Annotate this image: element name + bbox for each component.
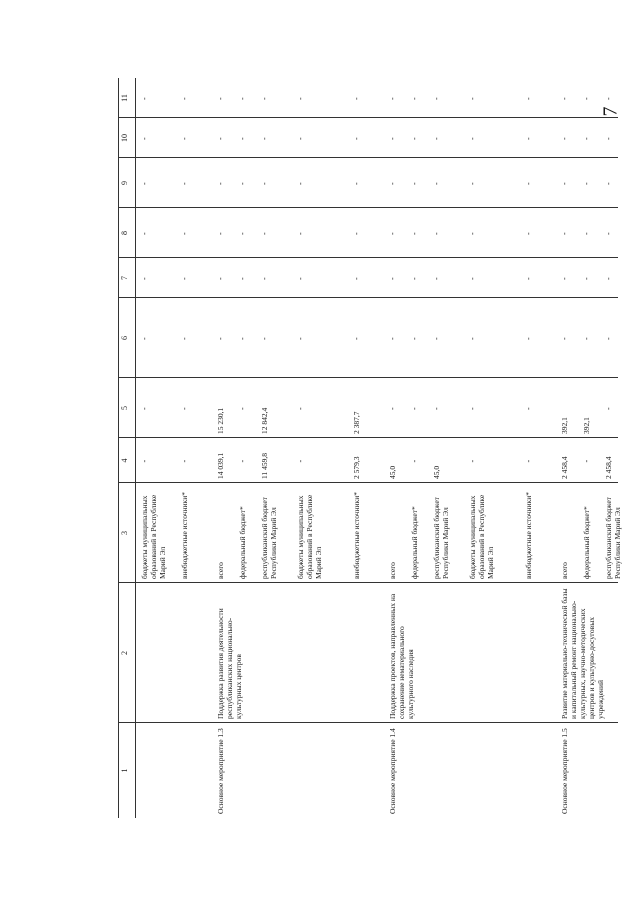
funding-source: внебюджетные источники* [524, 492, 533, 579]
value-cell: - [216, 277, 225, 280]
value-cell: 2 458,4 [604, 456, 613, 479]
header-column-number: 10 [120, 134, 129, 142]
value-cell: - [140, 337, 149, 340]
value-cell: - [560, 277, 569, 280]
funding-source: всего [388, 562, 397, 579]
column-divider [118, 257, 618, 258]
value-cell: - [410, 459, 419, 463]
value-cell: - [238, 337, 247, 340]
value-cell: - [582, 137, 591, 140]
value-cell: - [352, 232, 361, 235]
value-cell: - [296, 277, 305, 280]
value-cell: - [296, 97, 305, 100]
value-cell: - [432, 337, 441, 340]
value-cell: - [432, 407, 441, 410]
value-cell: - [468, 182, 477, 185]
header-column-number: 8 [120, 231, 129, 235]
value-cell: 2 579,3 [352, 456, 361, 479]
funding-source: бюджеты муниципальных образований в Республике Марий Эл [140, 494, 167, 579]
value-cell: - [468, 232, 477, 235]
value-cell: 14 039,1 [216, 452, 225, 479]
value-cell: - [582, 182, 591, 185]
column-divider [118, 297, 618, 298]
page-number: 7 [599, 106, 622, 117]
funding-source: федеральный бюджет* [582, 506, 591, 579]
value-cell: - [604, 337, 613, 340]
funding-source: всего [216, 562, 225, 579]
event-name: Основное мероприятие 1.4 [388, 728, 397, 814]
value-cell: - [524, 97, 533, 100]
value-cell: - [604, 407, 613, 410]
value-cell: - [524, 407, 533, 410]
value-cell: - [468, 277, 477, 280]
value-cell: - [238, 97, 247, 100]
value-cell: - [238, 232, 247, 235]
value-cell: 15 230,1 [216, 407, 225, 434]
column-divider [118, 117, 618, 118]
value-cell: - [352, 97, 361, 100]
value-cell: - [216, 97, 225, 100]
value-cell: - [468, 337, 477, 340]
value-cell: - [582, 459, 591, 463]
event-name: Основное мероприятие 1.5 [560, 728, 569, 814]
value-cell: - [296, 407, 305, 410]
header-column-number: 2 [120, 651, 129, 655]
value-cell: - [140, 407, 149, 410]
value-cell: - [216, 182, 225, 185]
value-cell: - [140, 97, 149, 100]
header-column-number: 4 [120, 458, 129, 463]
value-cell: - [410, 407, 419, 410]
value-cell: - [410, 182, 419, 185]
value-cell: - [388, 407, 397, 410]
funding-source: федеральный бюджет* [410, 506, 419, 579]
value-cell: - [216, 337, 225, 340]
event-description: Развитие материально-технической базы и капитальный ремонт национально-культурных, научно-методических центров и культурно-досуговых учреждений [560, 588, 605, 719]
value-cell: 12 842,4 [260, 407, 269, 434]
value-cell: - [296, 137, 305, 140]
header-column-number: 7 [120, 276, 129, 280]
value-cell: - [388, 182, 397, 185]
value-cell: - [582, 97, 591, 100]
value-cell: - [260, 182, 269, 185]
header-column-number: 5 [120, 406, 129, 410]
value-cell: - [180, 407, 189, 410]
value-cell: - [238, 277, 247, 280]
budget-table [118, 78, 622, 818]
value-cell: 392,1 [582, 417, 591, 434]
value-cell: - [432, 97, 441, 100]
value-cell: - [604, 97, 613, 100]
value-cell: - [180, 232, 189, 235]
column-divider [118, 207, 618, 208]
value-cell: - [388, 97, 397, 100]
value-cell: - [524, 459, 533, 463]
value-cell: - [260, 232, 269, 235]
value-cell: 392,1 [560, 417, 569, 434]
value-cell: 2 387,7 [352, 411, 361, 434]
value-cell: - [468, 459, 477, 463]
column-divider [118, 722, 618, 723]
value-cell: - [604, 277, 613, 280]
header-column-number: 9 [120, 181, 129, 185]
value-cell: - [524, 182, 533, 185]
event-name: Основное мероприятие 1.3 [216, 728, 225, 814]
value-cell: - [352, 137, 361, 140]
value-cell: - [604, 182, 613, 185]
value-cell: - [140, 459, 149, 463]
funding-source: республиканский бюджет Республики Марий Эл [260, 497, 278, 579]
value-cell: - [410, 97, 419, 100]
value-cell: - [432, 182, 441, 185]
value-cell: - [524, 277, 533, 280]
value-cell: - [604, 232, 613, 235]
value-cell: - [238, 137, 247, 140]
table-rotated-frame [118, 78, 622, 818]
funding-source: внебюджетные источники* [180, 492, 189, 579]
value-cell: - [180, 137, 189, 140]
value-cell: - [180, 459, 189, 463]
value-cell: - [468, 97, 477, 100]
column-divider [118, 377, 618, 378]
value-cell: - [560, 97, 569, 100]
funding-source: республиканский бюджет Республики Марий Эл [604, 497, 622, 579]
value-cell: - [388, 277, 397, 280]
value-cell: - [238, 407, 247, 410]
value-cell: - [560, 337, 569, 340]
value-cell: - [468, 407, 477, 410]
value-cell: - [432, 137, 441, 140]
value-cell: - [216, 137, 225, 140]
value-cell: - [296, 459, 305, 463]
value-cell: - [582, 337, 591, 340]
value-cell: - [352, 182, 361, 185]
value-cell: - [140, 182, 149, 185]
funding-source: республиканский бюджет Республики Марий Эл [432, 497, 450, 579]
value-cell: - [296, 232, 305, 235]
value-cell: - [432, 232, 441, 235]
column-divider [118, 157, 618, 158]
value-cell: - [410, 137, 419, 140]
value-cell: 11 459,8 [260, 453, 269, 479]
value-cell: - [560, 232, 569, 235]
value-cell: - [216, 232, 225, 235]
header-column-number: 6 [120, 336, 129, 340]
value-cell: - [432, 277, 441, 280]
value-cell: - [180, 97, 189, 100]
event-description: Поддержка проектов, направленных на сохранение нематериального культурного наследия [388, 593, 415, 719]
value-cell: - [260, 277, 269, 280]
value-cell: - [524, 232, 533, 235]
value-cell: 2 458,4 [560, 456, 569, 479]
value-cell: - [468, 137, 477, 140]
value-cell: - [560, 182, 569, 185]
value-cell: - [582, 277, 591, 280]
value-cell: - [180, 182, 189, 185]
value-cell: - [140, 137, 149, 140]
value-cell: 45,0 [432, 465, 441, 479]
funding-source: бюджеты муниципальных образований в Республике Марий Эл [296, 494, 323, 579]
value-cell: - [140, 232, 149, 235]
value-cell: 45,0 [388, 465, 397, 479]
value-cell: - [180, 277, 189, 280]
value-cell: - [604, 137, 613, 140]
funding-source: всего [560, 562, 569, 579]
value-cell: - [352, 337, 361, 340]
funding-source: федеральный бюджет* [238, 506, 247, 579]
value-cell: - [260, 137, 269, 140]
header-column-number: 3 [120, 531, 129, 535]
header-column-number: 1 [120, 768, 129, 773]
value-cell: - [410, 232, 419, 235]
funding-source: внебюджетные источники* [352, 492, 361, 579]
value-cell: - [238, 459, 247, 463]
value-cell: - [260, 337, 269, 340]
column-divider [118, 482, 618, 483]
value-cell: - [296, 182, 305, 185]
value-cell: - [296, 337, 305, 340]
event-description: Поддержка развития деятельности республиканских национально-культурных центров [216, 608, 243, 719]
value-cell: - [388, 137, 397, 140]
column-divider [118, 437, 618, 438]
value-cell: - [388, 232, 397, 235]
value-cell: - [560, 137, 569, 140]
value-cell: - [410, 277, 419, 280]
value-cell: - [140, 277, 149, 280]
value-cell: - [238, 182, 247, 185]
column-divider [118, 582, 618, 583]
value-cell: - [524, 337, 533, 340]
value-cell: - [524, 137, 533, 140]
value-cell: - [260, 97, 269, 100]
value-cell: - [352, 277, 361, 280]
value-cell: - [180, 337, 189, 340]
funding-source: бюджеты муниципальных образований в Республике Марий Эл [468, 494, 495, 579]
value-cell: - [582, 232, 591, 235]
value-cell: - [410, 337, 419, 340]
value-cell: - [388, 337, 397, 340]
header-column-number: 11 [120, 94, 129, 102]
